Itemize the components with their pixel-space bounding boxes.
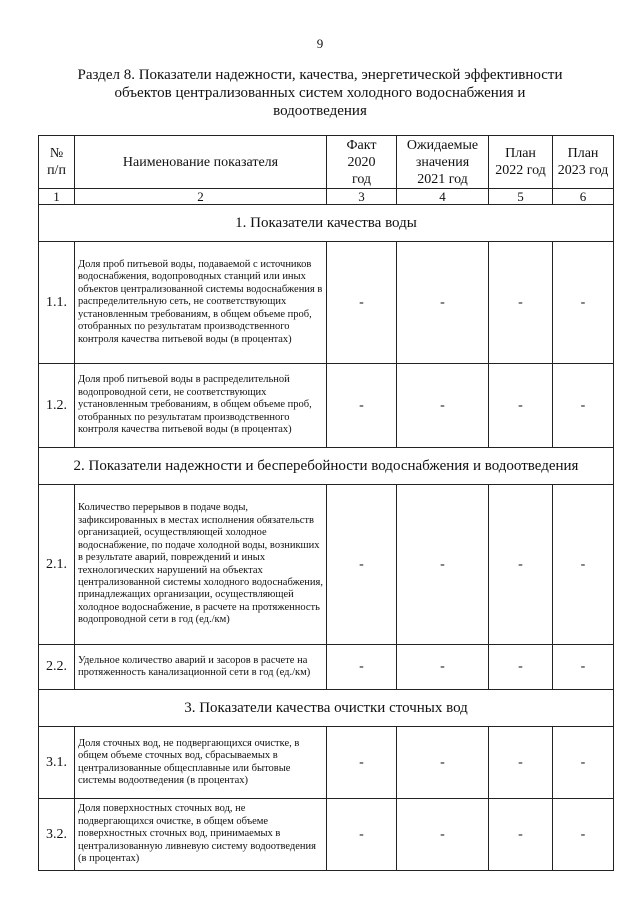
row-number: 1.1. [39,242,75,364]
header-row [39,136,614,189]
row-description: Доля проб питьевой воды, подаваемой с источников водоснабжения, водопроводных станций или иных объектов централизованной системы водоснабжения в распределительную сеть, не соответствующих установленным требованиям, в общем объеме проб, отобранных по результатам производственного контроля качества питьевой воды (в процентах) [75,242,327,364]
value-2023: - [553,485,614,645]
header-number [39,136,75,189]
section-title-cell: 1. Показатели качества воды [39,205,614,242]
section-title-cell: 3. Показатели качества очистки сточных вод [39,690,614,727]
table-row [39,485,614,645]
row-number: 2.1. [39,485,75,645]
row-number: 2.2. [39,645,75,690]
row-number: 1.2. [39,364,75,448]
title-line: водоотведения [273,103,367,119]
table-row [39,799,614,871]
value-2023: - [553,242,614,364]
header-text: План [567,146,599,161]
section-header-row [39,690,614,727]
value-2022: - [489,727,553,799]
value-2020: - [327,242,397,364]
title-line: Раздел 8. Показатели надежности, качества, энергетической эффективности [77,67,563,83]
row-description: Доля проб питьевой воды в распределительной водопроводной сети, не соответствующих установленным требованиям, в общем объеме проб, отобранных по результатам производственного контроля качества питьевой воды (в процентах) [75,364,327,448]
column-index-row [39,189,614,205]
header-name: Наименование показателя [75,136,327,189]
table-row [39,645,614,690]
header-text: 2020 [347,154,376,170]
row-number: 3.2. [39,799,75,871]
row-description: Количество перерывов в подаче воды, зафиксированных в местах исполнения обязательств организацией, осуществляющей холодное водоснабжение, по подаче холодной воды, возникших в результате аварий, повреждений и иных технологических нарушений на объектах централизованной системы холодного водоснабжения, принадлежащих организации, осуществляющей холодное водоснабжение, в расчете на протяженность водопроводной сети в год (ед./км) [75,485,327,645]
table-row [39,242,614,364]
header-text: п/п [47,163,66,178]
value-2022: - [489,645,553,690]
value-2022: - [489,799,553,871]
value-2022: - [489,485,553,645]
section-header-row [39,205,614,242]
value-2023: - [553,364,614,448]
row-number: 3.1. [39,727,75,799]
column-index: 2 [75,189,327,205]
value-2022: - [489,242,553,364]
value-2021: - [397,485,489,645]
value-2021: - [397,242,489,364]
value-2021: - [397,727,489,799]
page-number: 9 [316,36,324,51]
header-expected-2021 [397,136,489,189]
value-2023: - [553,727,614,799]
column-index: 6 [553,189,614,205]
header-fact-2020 [327,136,397,189]
value-2020: - [327,485,397,645]
header-plan-2023 [553,136,614,189]
header-text: План [505,146,536,161]
value-2020: - [327,645,397,690]
value-2023: - [553,799,614,871]
value-2022: - [489,364,553,448]
row-description: Доля поверхностных сточных вод, не подвергающихся очистке, в общем объеме поверхностных сточных вод, принимаемых в централизованную ливневую систему водоотведения (в процентах) [75,799,327,871]
header-text: № [49,146,64,161]
column-index: 4 [397,189,489,205]
header-text: Ожидаемые [406,137,479,153]
value-2020: - [327,799,397,871]
value-2023: - [553,645,614,690]
value-2020: - [327,364,397,448]
section-header-row [39,448,614,485]
row-description: Доля сточных вод, не подвергающихся очистке, в общем объеме сточных вод, сбрасываемых в централизованные общесплавные или бытовые системы водоотведения (в процентах) [75,727,327,799]
indicators-table [38,135,614,871]
header-text: 2023 год [557,163,609,178]
column-index: 1 [39,189,75,205]
value-2021: - [397,799,489,871]
table-row [39,364,614,448]
value-2021: - [397,364,489,448]
header-plan-2022 [489,136,553,189]
table-row [39,727,614,799]
header-text: значения [415,154,470,170]
header-text: Факт [346,137,377,153]
header-text: 2021 год [417,171,468,187]
header-text: год [351,171,372,187]
value-2021: - [397,645,489,690]
header-text: 2022 год [495,163,546,178]
value-2020: - [327,727,397,799]
column-index: 5 [489,189,553,205]
row-description: Удельное количество аварий и засоров в расчете на протяженность канализационной сети в год (ед./км) [75,645,327,690]
column-index: 3 [327,189,397,205]
title-line: объектов централизованных систем холодного водоснабжения и [114,85,526,101]
section-title [40,66,600,120]
section-title-cell: 2. Показатели надежности и бесперебойности водоснабжения и водоотведения [39,448,614,485]
